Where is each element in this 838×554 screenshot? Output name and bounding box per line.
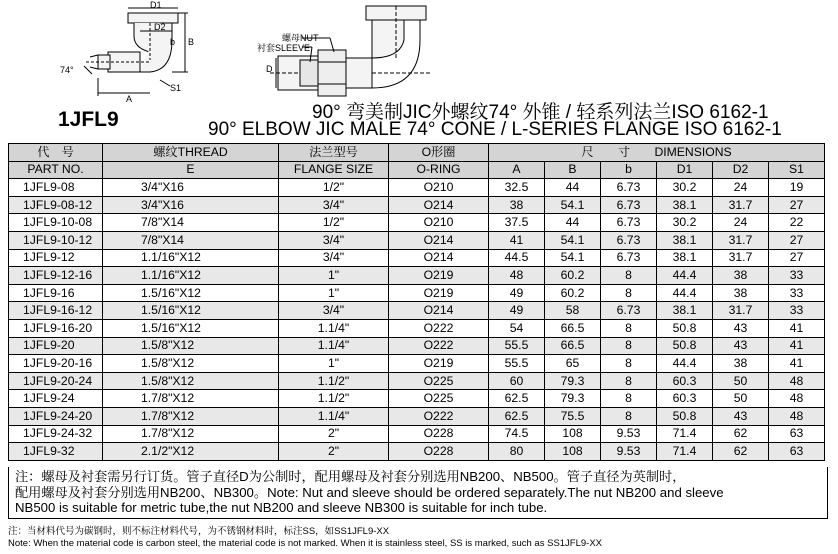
cell-dim-d1: 38.1 [657, 196, 713, 214]
footnote-chinese: 注：当材料代号为碳钢时，则不标注材料代号，为不锈钢材料时，标注SS，如SS1JFL9-XX [8, 526, 390, 537]
cell-o-ring: O214 [389, 249, 489, 267]
cell-flange-size: 3/4" [279, 249, 389, 267]
cell-dim-d2: 31.7 [713, 302, 769, 320]
table-row [9, 443, 825, 461]
table-row [9, 337, 825, 355]
cell-dim-d1: 60.3 [657, 372, 713, 390]
cell-dim-a: 49 [489, 284, 545, 302]
label-a: A [126, 94, 133, 104]
cell-part-no: 1JFL9-20 [9, 337, 103, 355]
cell-o-ring: O225 [389, 390, 489, 408]
header-part-en: PART NO. [9, 161, 103, 179]
title-english: 90° ELBOW JIC MALE 74° CONE / L-SERIES FLANGE ISO 6162-1 [208, 119, 782, 140]
cell-flange-size: 1" [279, 267, 389, 285]
footnote-english: Note: When the material code is carbon steel, the material code is not marked. When it is stainless steel, SS is marked, such as SS1JFL9-XX [8, 538, 603, 549]
cell-o-ring: O225 [389, 372, 489, 390]
cell-thread-e: 3/4"X16 [103, 196, 279, 214]
cell-dim-b-lower: 9.53 [601, 425, 657, 443]
cell-dim-a: 49 [489, 302, 545, 320]
cell-dim-a: 62.5 [489, 390, 545, 408]
cell-part-no: 1JFL9-08 [9, 179, 103, 197]
cell-dim-b-lower: 6.73 [601, 179, 657, 197]
cell-dim-a: 74.5 [489, 425, 545, 443]
cell-part-no: 1JFL9-10-08 [9, 214, 103, 232]
cell-dim-s1: 41 [769, 355, 825, 373]
cell-dim-b-upper: 60.2 [545, 284, 601, 302]
cell-part-no: 1JFL9-24-32 [9, 425, 103, 443]
cell-dim-b-lower: 6.73 [601, 302, 657, 320]
header-flange-en: FLANGE SIZE [279, 161, 389, 179]
cell-dim-a: 54 [489, 319, 545, 337]
cell-o-ring: O210 [389, 214, 489, 232]
cell-dim-d1: 71.4 [657, 425, 713, 443]
cell-o-ring: O219 [389, 355, 489, 373]
header-row-1 [9, 144, 825, 162]
cell-o-ring: O228 [389, 425, 489, 443]
cell-dim-a: 32.5 [489, 179, 545, 197]
table-row [9, 231, 825, 249]
cell-part-no: 1JFL9-32 [9, 443, 103, 461]
cell-dim-b-upper: 108 [545, 443, 601, 461]
label-d: D [266, 64, 273, 74]
cell-dim-b-lower: 8 [601, 372, 657, 390]
note-line-3: NB500 is suitable for metric tube,the nut NB200 and sleeve NB300 is suitable for inch tube. [15, 500, 548, 516]
cell-dim-s1: 33 [769, 284, 825, 302]
cell-dim-s1: 63 [769, 443, 825, 461]
cell-flange-size: 1/2" [279, 214, 389, 232]
cell-flange-size: 1.1/4" [279, 407, 389, 425]
cell-o-ring: O219 [389, 267, 489, 285]
label-b-lower: b [170, 37, 176, 47]
cell-dim-d1: 50.8 [657, 319, 713, 337]
cell-dim-b-lower: 8 [601, 284, 657, 302]
cell-dim-d2: 50 [713, 390, 769, 408]
cell-dim-b-lower: 9.53 [601, 443, 657, 461]
cell-dim-b-lower: 8 [601, 355, 657, 373]
cell-dim-a: 48 [489, 267, 545, 285]
cell-part-no: 1JFL9-08-12 [9, 196, 103, 214]
cell-dim-s1: 19 [769, 179, 825, 197]
cell-dim-b-lower: 6.73 [601, 249, 657, 267]
cell-dim-b-upper: 44 [545, 214, 601, 232]
header-col-a: A [489, 161, 545, 179]
cell-dim-b-upper: 108 [545, 425, 601, 443]
cell-dim-d1: 30.2 [657, 179, 713, 197]
cell-dim-d2: 50 [713, 372, 769, 390]
note-line-1: 注：螺母及衬套需另行订货。管子直径D为公制时，配用螺母及衬套分别选用NB200、NB500。管子直径为英制时， [15, 469, 686, 484]
cell-flange-size: 2" [279, 425, 389, 443]
cell-dim-b-lower: 6.73 [601, 196, 657, 214]
cell-thread-e: 1.1/16"X12 [103, 249, 279, 267]
cell-dim-d1: 30.2 [657, 214, 713, 232]
cell-dim-b-upper: 54.1 [545, 249, 601, 267]
cell-thread-e: 7/8"X14 [103, 214, 279, 232]
cell-flange-size: 1.1/4" [279, 337, 389, 355]
table-row [9, 319, 825, 337]
cell-dim-s1: 27 [769, 231, 825, 249]
cell-thread-e: 1.1/16"X12 [103, 267, 279, 285]
cell-dim-a: 44.5 [489, 249, 545, 267]
cell-thread-e: 1.5/8"X12 [103, 372, 279, 390]
cell-dim-d1: 50.8 [657, 337, 713, 355]
cell-flange-size: 2" [279, 443, 389, 461]
table-row [9, 267, 825, 285]
cell-dim-a: 60 [489, 372, 545, 390]
cell-flange-size: 1.1/2" [279, 372, 389, 390]
cell-dim-b-upper: 65 [545, 355, 601, 373]
cell-dim-s1: 48 [769, 390, 825, 408]
cell-thread-e: 1.7/8"X12 [103, 425, 279, 443]
cell-dim-s1: 48 [769, 407, 825, 425]
cell-dim-d1: 38.1 [657, 249, 713, 267]
table-row [9, 284, 825, 302]
cell-dim-d2: 62 [713, 443, 769, 461]
cell-part-no: 1JFL9-10-12 [9, 231, 103, 249]
cell-dim-b-lower: 8 [601, 267, 657, 285]
cell-o-ring: O214 [389, 302, 489, 320]
header-col-d2: D2 [713, 161, 769, 179]
label-d1: D1 [150, 0, 162, 10]
cell-dim-s1: 41 [769, 319, 825, 337]
cell-dim-b-upper: 66.5 [545, 337, 601, 355]
cell-part-no: 1JFL9-24 [9, 390, 103, 408]
header-oring-cn: O形圈 [389, 144, 489, 162]
cell-thread-e: 7/8"X14 [103, 231, 279, 249]
cell-flange-size: 1" [279, 284, 389, 302]
cell-dim-b-lower: 8 [601, 407, 657, 425]
cell-dim-b-upper: 54.1 [545, 196, 601, 214]
cell-dim-s1: 48 [769, 372, 825, 390]
cell-part-no: 1JFL9-20-16 [9, 355, 103, 373]
cell-flange-size: 3/4" [279, 196, 389, 214]
cell-dim-d2: 38 [713, 284, 769, 302]
cell-part-no: 1JFL9-12 [9, 249, 103, 267]
cell-dim-s1: 27 [769, 196, 825, 214]
cell-part-no: 1JFL9-16 [9, 284, 103, 302]
table-row [9, 196, 825, 214]
cell-dim-d2: 43 [713, 407, 769, 425]
table-row [9, 249, 825, 267]
cell-dim-s1: 63 [769, 425, 825, 443]
cell-thread-e: 2.1/2"X12 [103, 443, 279, 461]
cell-part-no: 1JFL9-20-24 [9, 372, 103, 390]
cell-thread-e: 1.5/8"X12 [103, 355, 279, 373]
cell-dim-b-upper: 58 [545, 302, 601, 320]
cell-o-ring: O214 [389, 231, 489, 249]
cell-dim-b-upper: 66.5 [545, 319, 601, 337]
cell-dim-d2: 31.7 [713, 249, 769, 267]
cell-dim-d1: 44.4 [657, 355, 713, 373]
cell-dim-b-lower: 8 [601, 337, 657, 355]
title-chinese: 90° 弯美制JIC外螺纹74° 外锥 / 轻系列法兰ISO 6162-1 [312, 102, 769, 123]
cell-o-ring: O222 [389, 337, 489, 355]
table-row [9, 214, 825, 232]
cell-dim-d2: 43 [713, 319, 769, 337]
label-d2: D2 [154, 22, 166, 32]
cell-part-no: 1JFL9-16-12 [9, 302, 103, 320]
table-row [9, 390, 825, 408]
cell-dim-d2: 31.7 [713, 231, 769, 249]
cell-thread-e: 1.7/8"X12 [103, 390, 279, 408]
cell-thread-e: 1.7/8"X12 [103, 407, 279, 425]
label-sleeve: 衬套SLEEVE [257, 43, 311, 53]
cell-dim-d2: 24 [713, 179, 769, 197]
cell-dim-b-upper: 44 [545, 179, 601, 197]
cell-dim-b-lower: 6.73 [601, 214, 657, 232]
table-row [9, 372, 825, 390]
table-row [9, 355, 825, 373]
label-angle: 74° [60, 65, 74, 75]
spec-table [8, 143, 825, 461]
header-col-b-lower: b [601, 161, 657, 179]
note-box [8, 467, 828, 519]
cell-dim-b-lower: 8 [601, 319, 657, 337]
header-part-cn: 代 号 [9, 144, 103, 162]
cell-flange-size: 1" [279, 355, 389, 373]
header-oring-en: O-RING [389, 161, 489, 179]
cell-dim-s1: 33 [769, 302, 825, 320]
cell-o-ring: O222 [389, 407, 489, 425]
header-flange-cn: 法兰型号 [279, 144, 389, 162]
header-col-b-upper: B [545, 161, 601, 179]
cell-o-ring: O219 [389, 284, 489, 302]
table-row [9, 302, 825, 320]
cell-dim-d1: 50.8 [657, 407, 713, 425]
cell-dim-d1: 44.4 [657, 267, 713, 285]
cell-part-no: 1JFL9-16-20 [9, 319, 103, 337]
header-col-d1: D1 [657, 161, 713, 179]
cell-dim-a: 37.5 [489, 214, 545, 232]
header-dimensions: 尺 寸 DIMENSIONS [489, 144, 825, 162]
cell-dim-b-upper: 54.1 [545, 231, 601, 249]
header-col-s1: S1 [769, 161, 825, 179]
cell-dim-d1: 71.4 [657, 443, 713, 461]
cell-o-ring: O210 [389, 179, 489, 197]
cell-o-ring: O214 [389, 196, 489, 214]
cell-dim-b-upper: 60.2 [545, 267, 601, 285]
table-row [9, 407, 825, 425]
cell-dim-d2: 38 [713, 355, 769, 373]
cell-flange-size: 1/2" [279, 179, 389, 197]
cell-dim-d1: 44.4 [657, 284, 713, 302]
product-code: 1JFL9 [58, 108, 119, 131]
cell-thread-e: 1.5/16"X12 [103, 302, 279, 320]
label-nut: 螺母NUT [282, 33, 319, 43]
cell-o-ring: O222 [389, 319, 489, 337]
cell-thread-e: 1.5/8"X12 [103, 337, 279, 355]
cell-dim-s1: 27 [769, 249, 825, 267]
cell-dim-d2: 31.7 [713, 196, 769, 214]
cell-dim-b-lower: 6.73 [601, 231, 657, 249]
cell-dim-b-upper: 79.3 [545, 390, 601, 408]
cell-dim-a: 55.5 [489, 337, 545, 355]
label-b-upper: B [188, 37, 195, 47]
cell-thread-e: 3/4"X16 [103, 179, 279, 197]
note-line-2: 配用螺母及衬套分别选用NB200、NB300。Note: Nut and sleeve should be ordered separately.The nut NB200 and sleeve [15, 484, 724, 500]
label-s1: S1 [170, 83, 182, 93]
cell-flange-size: 3/4" [279, 231, 389, 249]
cell-thread-e: 1.5/16"X12 [103, 284, 279, 302]
cell-dim-a: 62.5 [489, 407, 545, 425]
cell-dim-s1: 41 [769, 337, 825, 355]
cell-dim-s1: 33 [769, 267, 825, 285]
cell-dim-d1: 38.1 [657, 231, 713, 249]
cell-dim-a: 55.5 [489, 355, 545, 373]
cell-dim-d2: 24 [713, 214, 769, 232]
cell-dim-d1: 38.1 [657, 302, 713, 320]
cell-flange-size: 1.1/4" [279, 319, 389, 337]
cell-part-no: 1JFL9-12-16 [9, 267, 103, 285]
cell-dim-d2: 62 [713, 425, 769, 443]
cell-part-no: 1JFL9-24-20 [9, 407, 103, 425]
cell-thread-e: 1.5/16"X12 [103, 319, 279, 337]
cell-o-ring: O228 [389, 443, 489, 461]
header-row-2 [9, 161, 825, 179]
cell-dim-d2: 43 [713, 337, 769, 355]
cell-dim-a: 41 [489, 231, 545, 249]
table-row [9, 179, 825, 197]
header-thread-e: E [103, 161, 279, 179]
cell-dim-b-lower: 8 [601, 390, 657, 408]
cell-dim-b-upper: 79.3 [545, 372, 601, 390]
table-row [9, 425, 825, 443]
cell-flange-size: 1.1/2" [279, 390, 389, 408]
header-thread: 螺纹THREAD [103, 144, 279, 162]
cell-dim-s1: 22 [769, 214, 825, 232]
cell-dim-d1: 60.3 [657, 390, 713, 408]
cell-dim-b-upper: 75.5 [545, 407, 601, 425]
cell-dim-a: 80 [489, 443, 545, 461]
cell-flange-size: 3/4" [279, 302, 389, 320]
cell-dim-d2: 38 [713, 267, 769, 285]
cell-dim-a: 38 [489, 196, 545, 214]
